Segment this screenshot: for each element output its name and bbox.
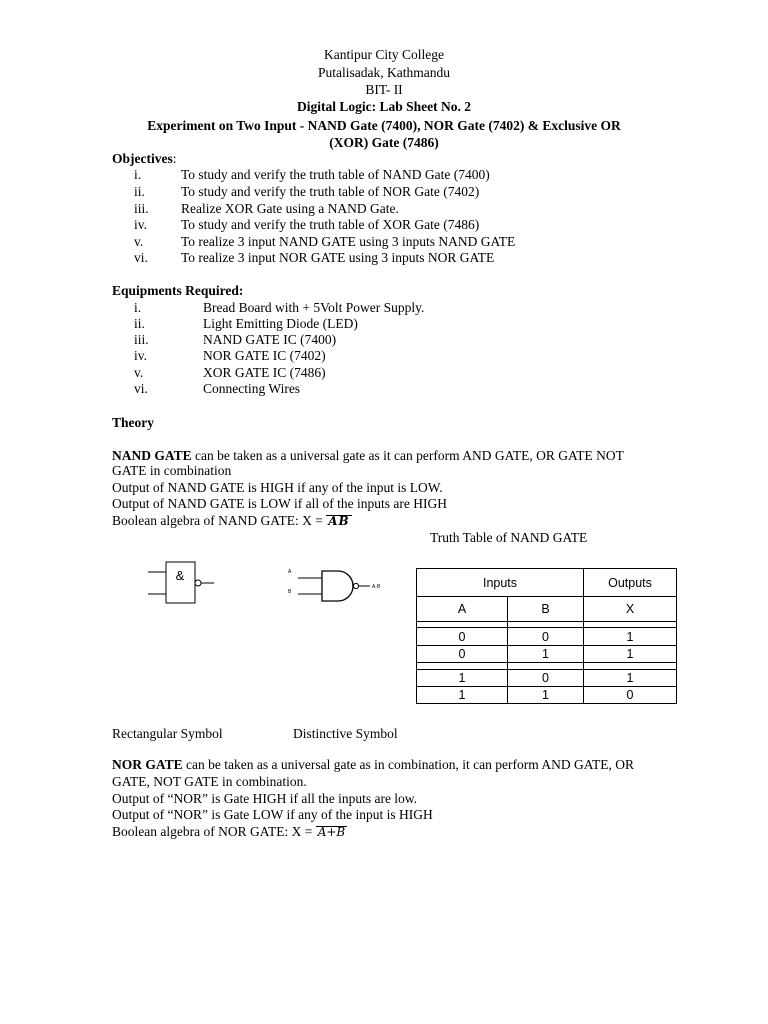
cell-b: 0 [508,670,584,687]
spacer-cell [584,663,677,670]
cell-a: 0 [417,628,508,646]
equipment-text-1: Bread Board with + 5Volt Power Supply. [203,300,425,315]
program-name: BIT- II [365,82,403,97]
nor-boolean-expression: A+B [317,825,346,839]
truth-table-column-header-row [417,597,677,622]
objective-text-4: To study and verify the truth table of XOR Gate (7486) [181,217,480,232]
experiment-title-line2: (XOR) Gate (7486) [329,135,439,150]
equipment-text-4: NOR GATE IC (7402) [203,348,326,363]
spacer-cell [508,663,584,670]
nor-desc-text: can be taken as a universal gate as in combination, it can perform AND GATE, OR [182,757,635,772]
cell-x: 1 [584,670,677,687]
distinctive-symbol-caption: Distinctive Symbol [293,726,398,741]
cell-a: 1 [417,687,508,704]
spacer-cell [417,663,508,670]
table-row [417,646,677,663]
equipment-num-4: iv. [134,348,147,363]
equipment-text-3: NAND GATE IC (7400) [203,332,337,347]
objective-num-6: vi. [134,250,148,265]
nor-output-low: Output of “NOR” is Gate LOW if any of the input is HIGH [112,807,433,822]
outputs-header: Outputs [584,569,677,597]
inputs-header: Inputs [417,569,584,597]
objective-num-3: iii. [134,201,149,216]
nand-distinctive-symbol [284,565,394,605]
cell-x: 1 [584,646,677,663]
nand-output-high: Output of NAND GATE is HIGH if any of the input is LOW. [112,480,443,495]
cell-b: 1 [508,646,584,663]
output-expression-label: A·B [372,584,381,590]
nor-boolean [112,824,347,840]
cell-b: 0 [508,628,584,646]
equipment-num-5: v. [134,365,144,380]
lab-title: Digital Logic: Lab Sheet No. 2 [297,99,471,114]
nand-description-line1 [112,448,624,464]
cell-a: 0 [417,646,508,663]
objective-num-4: iv. [134,217,147,232]
objectives-heading-text: Objectives [112,151,173,166]
nor-boolean-label: Boolean algebra of NOR GATE: X = [112,824,313,839]
input-a-label: A [288,569,292,575]
input-b-label: B [288,589,292,595]
objective-text-3: Realize XOR Gate using a NAND Gate. [181,201,399,216]
column-header-x: X [584,597,677,622]
table-row [417,687,677,704]
nand-output-low: Output of NAND GATE is LOW if all of the inputs are HIGH [112,496,447,511]
equipment-num-6: vi. [134,381,148,396]
nand-boolean [112,513,352,529]
cell-a: 1 [417,670,508,687]
nand-description-line2: GATE in combination [112,463,232,478]
objective-num-5: v. [134,234,144,249]
table-row [417,670,677,687]
college-name: Kantipur City College [324,47,444,62]
truth-table-title: Truth Table of NAND GATE [430,530,588,545]
objective-text-5: To realize 3 input NAND GATE using 3 inputs NAND GATE [181,234,516,249]
equipment-text-6: Connecting Wires [203,381,301,396]
college-address: Putalisadak, Kathmandu [318,65,450,80]
objective-text-2: To study and verify the truth table of NOR Gate (7402) [181,184,480,199]
truth-table-group-header-row [417,569,677,597]
cell-x: 1 [584,628,677,646]
equipment-num-2: ii. [134,316,145,331]
nor-description-line1 [112,757,634,773]
cell-b: 1 [508,687,584,704]
theory-heading: Theory [112,415,154,430]
objectives-heading: Objectives: [112,151,177,166]
column-header-a: A [417,597,508,622]
nor-description-line2: GATE, NOT GATE in combination. [112,774,307,789]
objective-num-1: i. [134,167,142,182]
table-row [417,628,677,646]
equipment-num-1: i. [134,300,142,315]
rectangular-symbol-caption: Rectangular Symbol [112,726,223,741]
equipment-text-2: Light Emitting Diode (LED) [203,316,358,331]
objective-num-2: ii. [134,184,145,199]
nand-rectangular-symbol [140,560,220,606]
nand-boolean-expression: AB [328,514,350,528]
nand-truth-table [416,568,677,704]
objective-text-1: To study and verify the truth table of NAND Gate (7400) [181,167,490,182]
objective-text-6: To realize 3 input NOR GATE using 3 inputs NOR GATE [181,250,495,265]
nand-term: NAND GATE [112,448,192,463]
experiment-title-line1: Experiment on Two Input - NAND Gate (7400), NOR Gate (7402) & Exclusive OR [147,118,621,133]
equipments-heading: Equipments Required: [112,283,244,298]
equipment-num-3: iii. [134,332,149,347]
cell-x: 0 [584,687,677,704]
column-header-b: B [508,597,584,622]
and-glyph: & [175,568,185,583]
nor-output-high: Output of “NOR” is Gate HIGH if all the inputs are low. [112,791,418,806]
truth-table-spacer-row [417,663,677,670]
nand-boolean-label: Boolean algebra of NAND GATE: X = [112,513,323,528]
nand-desc-text: can be taken as a universal gate as it can perform AND GATE, OR GATE NOT [191,448,624,463]
nor-term: NOR GATE [112,757,183,772]
equipment-text-5: XOR GATE IC (7486) [203,365,326,380]
